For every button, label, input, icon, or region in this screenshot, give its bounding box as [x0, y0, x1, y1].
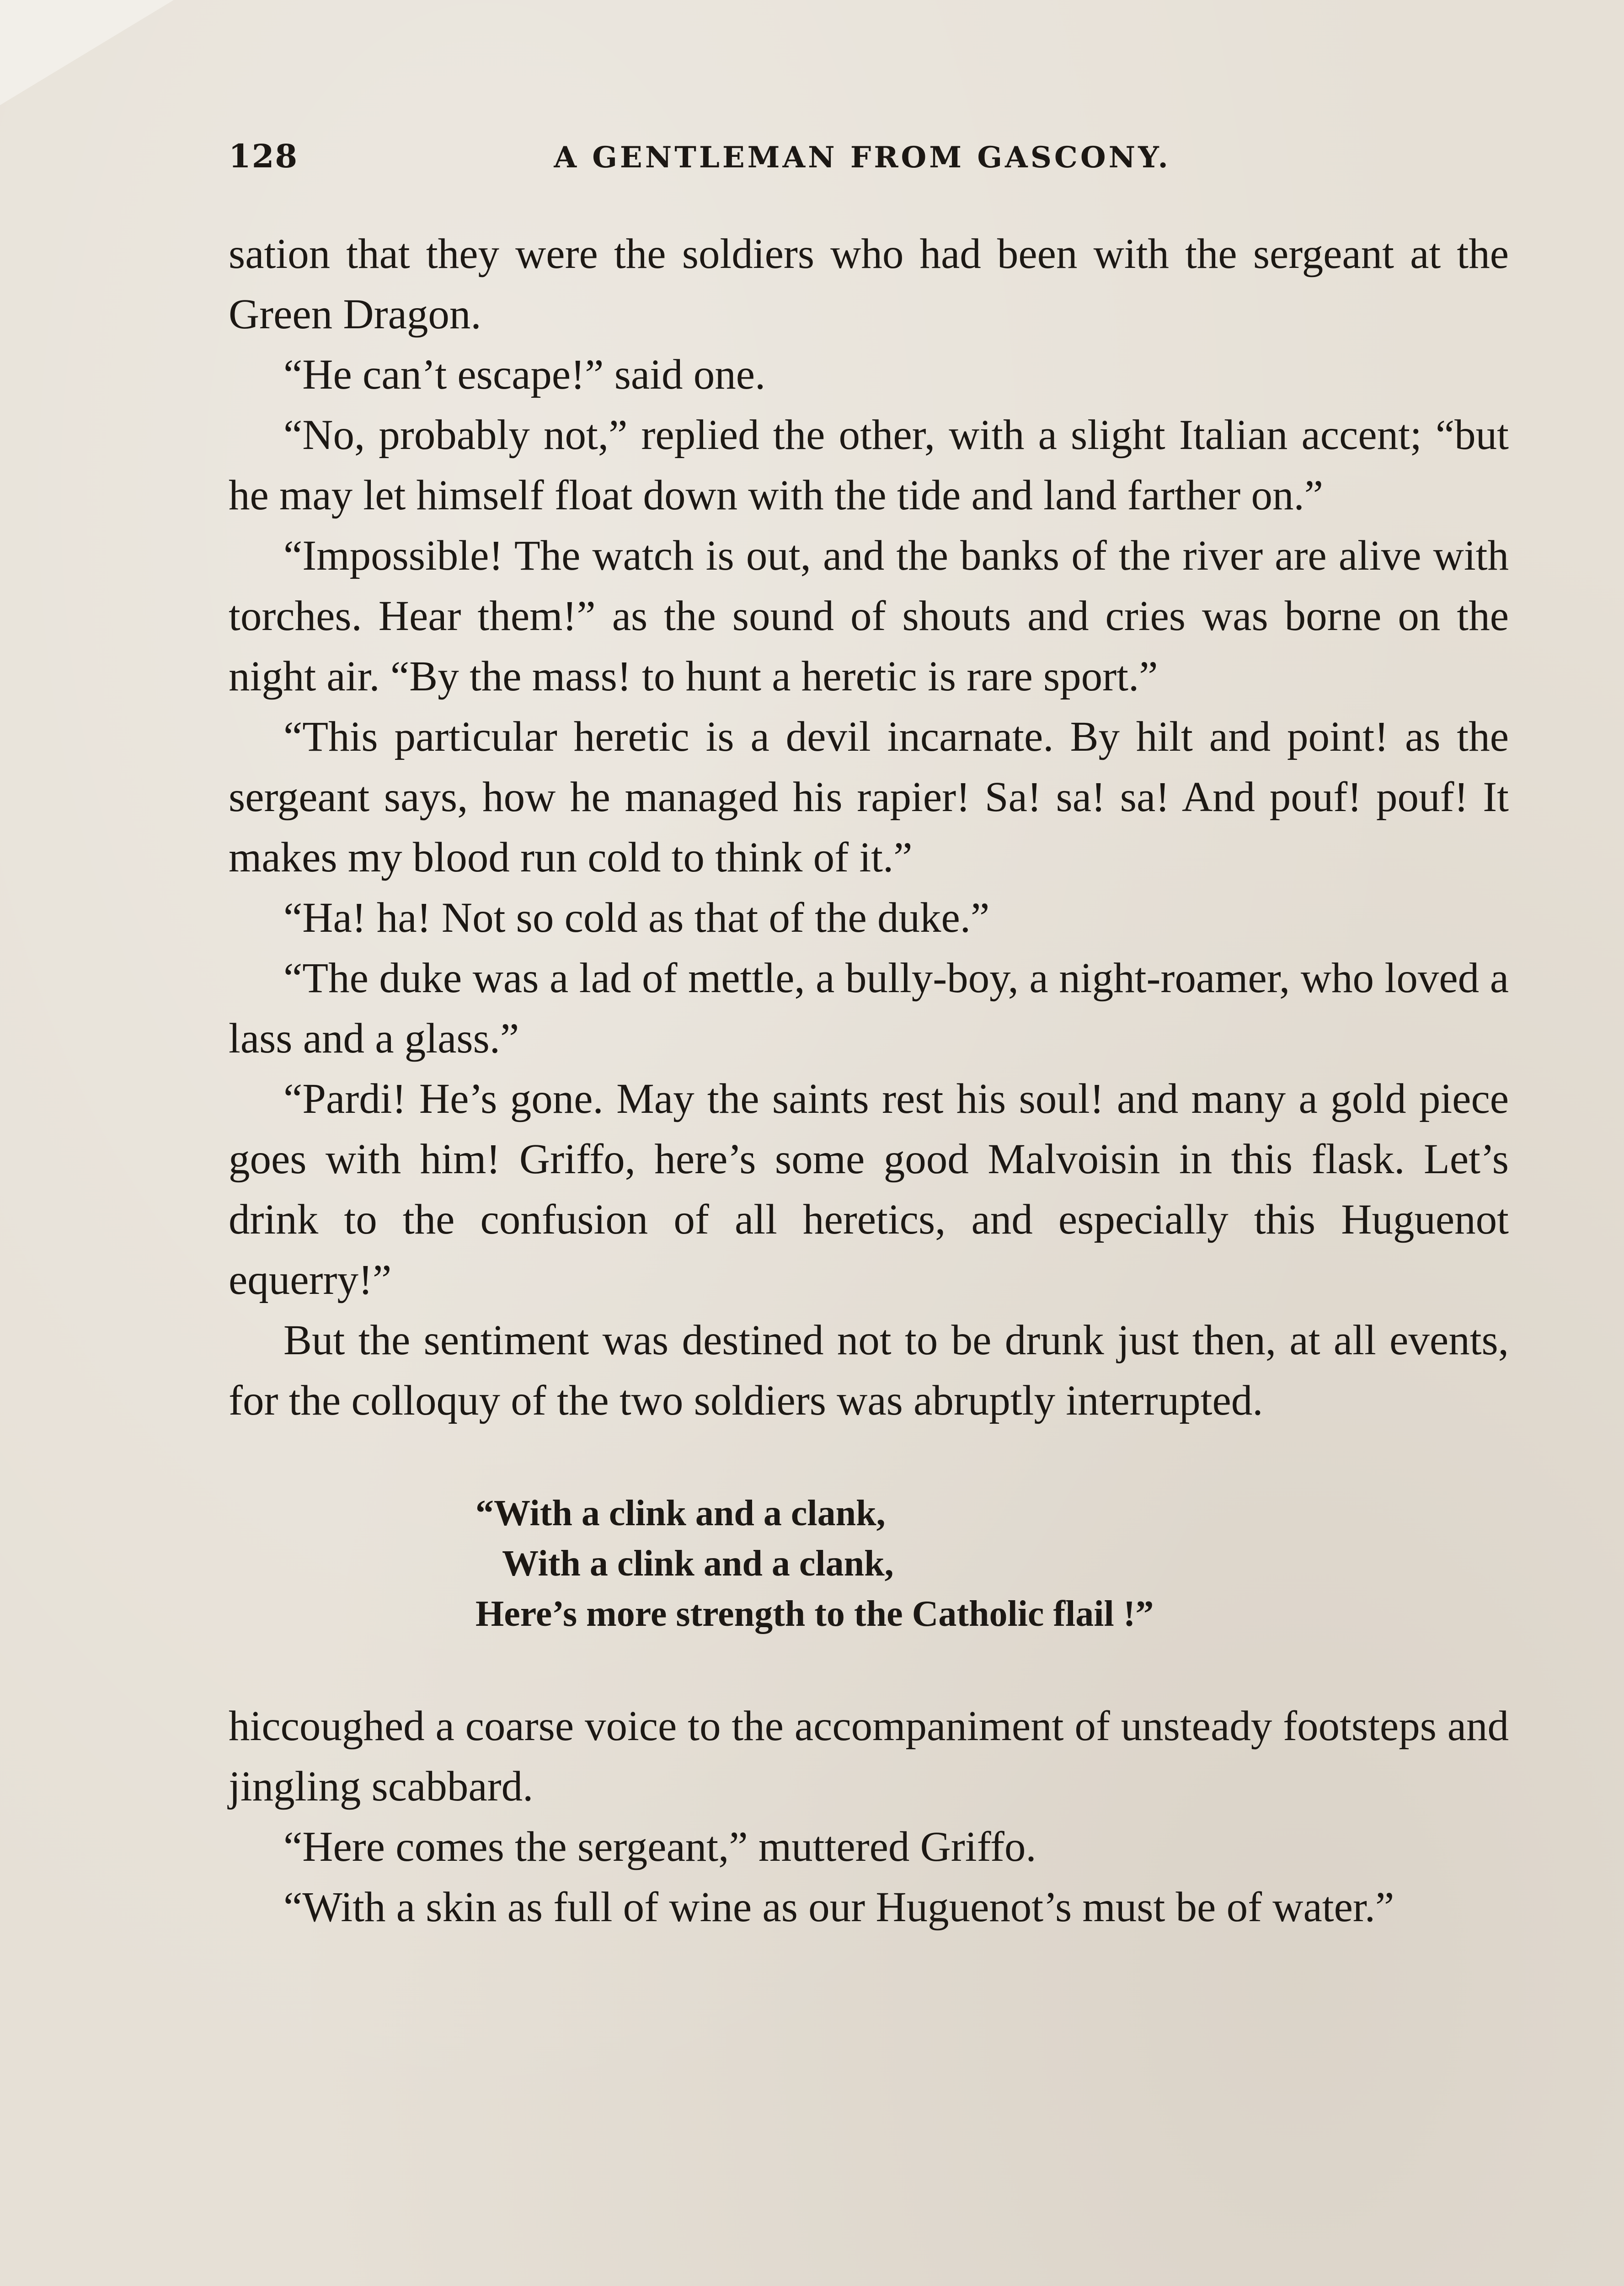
- running-head: A GENTLEMAN FROM GASCONY.: [554, 140, 1171, 175]
- paragraph: hiccoughed a coarse voice to the accompaniment of unsteady footsteps and jingling scabbard.: [229, 1703, 1509, 1810]
- verse-block: [475, 1488, 1509, 1639]
- page-number: 128: [229, 137, 299, 175]
- paragraph: “This particular heretic is a devil incarnate. By hilt and point! as the sergeant says, how he managed his rapier! Sa! sa! sa! And pouf! pouf! It makes my blood run cold to think of it.”: [229, 713, 1509, 881]
- verse-line: With a clink and a clank,: [502, 1544, 894, 1584]
- paragraph: But the sentiment was destined not to be drunk just then, at all events, for the colloquy of the two soldiers was abruptly interrupted.: [229, 1317, 1509, 1424]
- paragraph: “He can’t escape!” said one.: [283, 351, 766, 398]
- verse-line: Here’s more strength to the Catholic flail !”: [475, 1594, 1154, 1634]
- paragraph: “Ha! ha! Not so cold as that of the duke.”: [283, 894, 990, 941]
- paragraph: sation that they were the soldiers who had been with the sergeant at the Green Dragon.: [229, 230, 1509, 338]
- paragraph: “Impossible! The watch is out, and the banks of the river are alive with torches. Hear them!” as the sound of shouts and cries was borne on the night air. “By the mass! to hunt a heretic is rare sport.”: [229, 532, 1509, 700]
- paragraph: “Here comes the sergeant,” muttered Griffo.: [283, 1823, 1036, 1870]
- page-corner-fold: [0, 0, 174, 105]
- body-text: [229, 224, 1509, 1938]
- paragraph: “With a skin as full of wine as our Huguenot’s must be of water.”: [283, 1884, 1394, 1931]
- paragraph: “The duke was a lad of mettle, a bully-boy, a night-roamer, who loved a lass and a glass.”: [229, 955, 1509, 1062]
- paragraph: “No, probably not,” replied the other, with a slight Italian accent; “but he may let himself float down with the tide and land farther on.”: [229, 411, 1509, 519]
- paragraph: “Pardi! He’s gone. May the saints rest his soul! and many a gold piece goes with him! Griffo, here’s some good Malvoisin in this flask. Let’s drink to the confusion of all heretics, and especially this Huguenot equerry!”: [229, 1075, 1509, 1303]
- book-page: [229, 137, 1509, 1938]
- page-header: [229, 137, 1509, 192]
- verse-line: “With a clink and a clank,: [475, 1493, 886, 1533]
